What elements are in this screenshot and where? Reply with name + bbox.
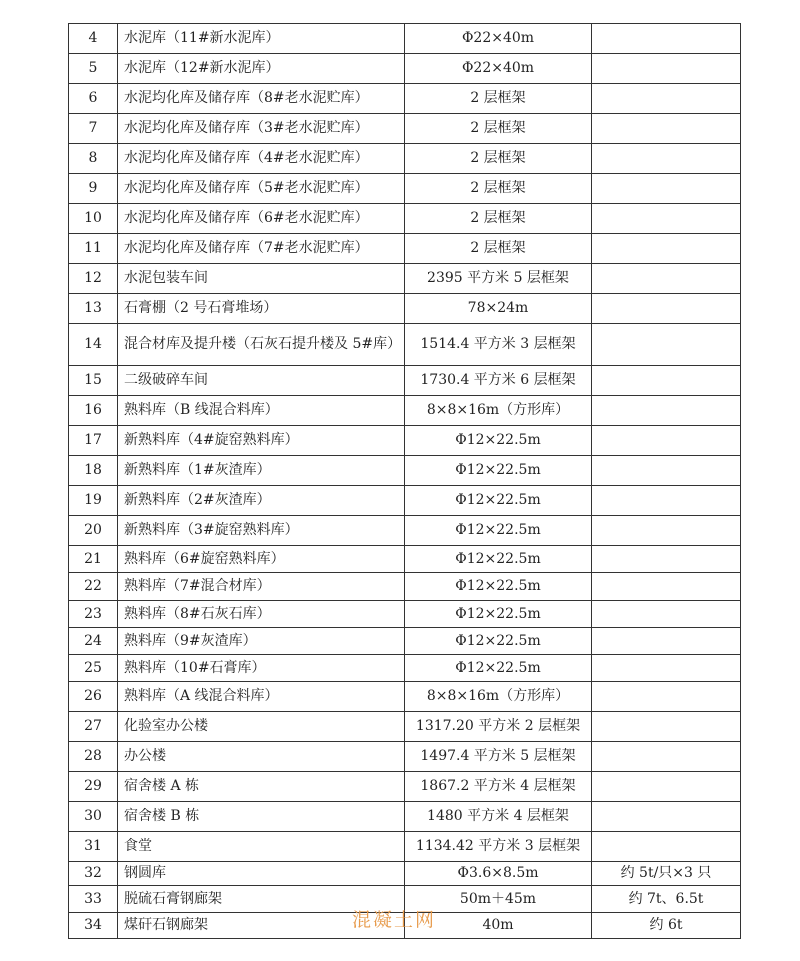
row-spec: 2 层框架 (405, 84, 592, 114)
row-name: 煤矸石钢廊架 (118, 913, 405, 939)
row-name: 水泥均化库及储存库（6#老水泥贮库） (118, 204, 405, 234)
table-row (69, 742, 741, 772)
row-name: 熟料库（8#石灰石库） (118, 601, 405, 628)
row-spec: 78×24m (405, 294, 592, 324)
row-name: 熟料库（6#旋窑熟料库） (118, 546, 405, 573)
row-number: 8 (69, 144, 118, 174)
row-note (592, 772, 741, 802)
row-note (592, 174, 741, 204)
row-name: 石膏棚（2 号石膏堆场） (118, 294, 405, 324)
row-name: 水泥均化库及储存库（5#老水泥贮库） (118, 174, 405, 204)
row-note (592, 628, 741, 655)
row-spec: 40m (405, 913, 592, 939)
table-row (69, 426, 741, 456)
row-name: 钢圆库 (118, 862, 405, 886)
table-row (69, 24, 741, 54)
row-note (592, 546, 741, 573)
row-number: 17 (69, 426, 118, 456)
row-name: 办公楼 (118, 742, 405, 772)
row-number: 18 (69, 456, 118, 486)
row-name: 二级破碎车间 (118, 366, 405, 396)
row-number: 28 (69, 742, 118, 772)
table-row (69, 114, 741, 144)
row-note (592, 204, 741, 234)
table-row (69, 54, 741, 84)
table-row (69, 655, 741, 682)
row-name: 宿舍楼 A 栋 (118, 772, 405, 802)
row-spec: 1134.42 平方米 3 层框架 (405, 832, 592, 862)
table-row (69, 234, 741, 264)
row-spec: Φ12×22.5m (405, 601, 592, 628)
row-note (592, 234, 741, 264)
table-row (69, 546, 741, 573)
row-name: 新熟料库（2#灰渣库） (118, 486, 405, 516)
row-spec: 1514.4 平方米 3 层框架 (405, 324, 592, 366)
row-spec: 50m＋45m (405, 886, 592, 913)
row-number: 10 (69, 204, 118, 234)
row-name: 熟料库（9#灰渣库） (118, 628, 405, 655)
table-row (69, 486, 741, 516)
asset-table (68, 23, 741, 939)
row-note (592, 712, 741, 742)
row-note (592, 742, 741, 772)
row-number: 16 (69, 396, 118, 426)
table-row (69, 682, 741, 712)
table-row (69, 601, 741, 628)
table-row (69, 264, 741, 294)
row-note (592, 144, 741, 174)
row-number: 11 (69, 234, 118, 264)
row-number: 20 (69, 516, 118, 546)
table-row (69, 294, 741, 324)
row-number: 15 (69, 366, 118, 396)
row-name: 新熟料库（3#旋窑熟料库） (118, 516, 405, 546)
row-spec: 1867.2 平方米 4 层框架 (405, 772, 592, 802)
row-note (592, 832, 741, 862)
row-spec: 8×8×16m（方形库） (405, 396, 592, 426)
row-number: 31 (69, 832, 118, 862)
row-name: 脱硫石膏钢廊架 (118, 886, 405, 913)
row-number: 33 (69, 886, 118, 913)
row-name: 水泥均化库及储存库（7#老水泥贮库） (118, 234, 405, 264)
row-note (592, 682, 741, 712)
row-note (592, 802, 741, 832)
asset-table-body (69, 24, 741, 939)
row-number: 30 (69, 802, 118, 832)
row-number: 32 (69, 862, 118, 886)
table-row (69, 174, 741, 204)
row-number: 7 (69, 114, 118, 144)
row-spec: Φ12×22.5m (405, 546, 592, 573)
row-name: 熟料库（7#混合材库） (118, 573, 405, 601)
row-number: 12 (69, 264, 118, 294)
row-name: 新熟料库（4#旋窑熟料库） (118, 426, 405, 456)
row-note: 约 7t、6.5t (592, 886, 741, 913)
row-spec: 8×8×16m（方形库） (405, 682, 592, 712)
row-note (592, 114, 741, 144)
row-number: 4 (69, 24, 118, 54)
row-name: 水泥包装车间 (118, 264, 405, 294)
row-spec: 2 层框架 (405, 114, 592, 144)
row-note (592, 324, 741, 366)
row-note (592, 294, 741, 324)
row-spec: Φ3.6×8.5m (405, 862, 592, 886)
row-name: 熟料库（A 线混合料库） (118, 682, 405, 712)
row-name: 水泥均化库及储存库（8#老水泥贮库） (118, 84, 405, 114)
table-row (69, 862, 741, 886)
row-spec: Φ12×22.5m (405, 628, 592, 655)
row-spec: 2 层框架 (405, 204, 592, 234)
row-number: 26 (69, 682, 118, 712)
row-number: 22 (69, 573, 118, 601)
row-note (592, 426, 741, 456)
row-number: 27 (69, 712, 118, 742)
row-spec: 1480 平方米 4 层框架 (405, 802, 592, 832)
table-row (69, 628, 741, 655)
table-row (69, 772, 741, 802)
row-spec: 1317.20 平方米 2 层框架 (405, 712, 592, 742)
row-note (592, 264, 741, 294)
table-row (69, 366, 741, 396)
row-name: 新熟料库（1#灰渣库） (118, 456, 405, 486)
row-number: 14 (69, 324, 118, 366)
row-spec: 2395 平方米 5 层框架 (405, 264, 592, 294)
row-number: 21 (69, 546, 118, 573)
row-spec: Φ22×40m (405, 54, 592, 84)
row-number: 29 (69, 772, 118, 802)
table-row (69, 456, 741, 486)
row-note (592, 601, 741, 628)
table-row (69, 84, 741, 114)
row-number: 13 (69, 294, 118, 324)
row-number: 5 (69, 54, 118, 84)
row-spec: Φ12×22.5m (405, 573, 592, 601)
row-spec: 1497.4 平方米 5 层框架 (405, 742, 592, 772)
row-note (592, 396, 741, 426)
row-spec: 1730.4 平方米 6 层框架 (405, 366, 592, 396)
row-note (592, 54, 741, 84)
row-number: 25 (69, 655, 118, 682)
row-spec: Φ22×40m (405, 24, 592, 54)
row-name: 混合材库及提升楼（石灰石提升楼及 5#库） (118, 324, 405, 366)
watermark: 混凝土网 (352, 909, 437, 931)
row-note (592, 84, 741, 114)
table-row (69, 324, 741, 366)
row-name: 熟料库（10#石膏库） (118, 655, 405, 682)
row-note (592, 655, 741, 682)
table-row (69, 832, 741, 862)
row-spec: Φ12×22.5m (405, 516, 592, 546)
row-number: 19 (69, 486, 118, 516)
table-row (69, 396, 741, 426)
table-row (69, 712, 741, 742)
row-note (592, 24, 741, 54)
row-spec: 2 层框架 (405, 144, 592, 174)
row-note (592, 573, 741, 601)
row-name: 食堂 (118, 832, 405, 862)
row-number: 23 (69, 601, 118, 628)
table-row (69, 204, 741, 234)
row-name: 化验室办公楼 (118, 712, 405, 742)
row-note (592, 486, 741, 516)
row-name: 水泥均化库及储存库（3#老水泥贮库） (118, 114, 405, 144)
table-row (69, 573, 741, 601)
row-name: 水泥库（11#新水泥库） (118, 24, 405, 54)
row-name: 水泥均化库及储存库（4#老水泥贮库） (118, 144, 405, 174)
row-name: 熟料库（B 线混合料库） (118, 396, 405, 426)
row-note: 约 6t (592, 913, 741, 939)
row-number: 34 (69, 913, 118, 939)
row-spec: Φ12×22.5m (405, 426, 592, 456)
row-spec: Φ12×22.5m (405, 655, 592, 682)
row-number: 24 (69, 628, 118, 655)
row-number: 6 (69, 84, 118, 114)
row-spec: 2 层框架 (405, 234, 592, 264)
row-spec: Φ12×22.5m (405, 486, 592, 516)
row-note (592, 456, 741, 486)
row-name: 水泥库（12#新水泥库） (118, 54, 405, 84)
row-name: 宿舍楼 B 栋 (118, 802, 405, 832)
row-note (592, 366, 741, 396)
row-number: 9 (69, 174, 118, 204)
row-note (592, 516, 741, 546)
table-row (69, 144, 741, 174)
table-row (69, 802, 741, 832)
row-spec: 2 层框架 (405, 174, 592, 204)
table-row (69, 516, 741, 546)
row-note: 约 5t/只×3 只 (592, 862, 741, 886)
row-spec: Φ12×22.5m (405, 456, 592, 486)
